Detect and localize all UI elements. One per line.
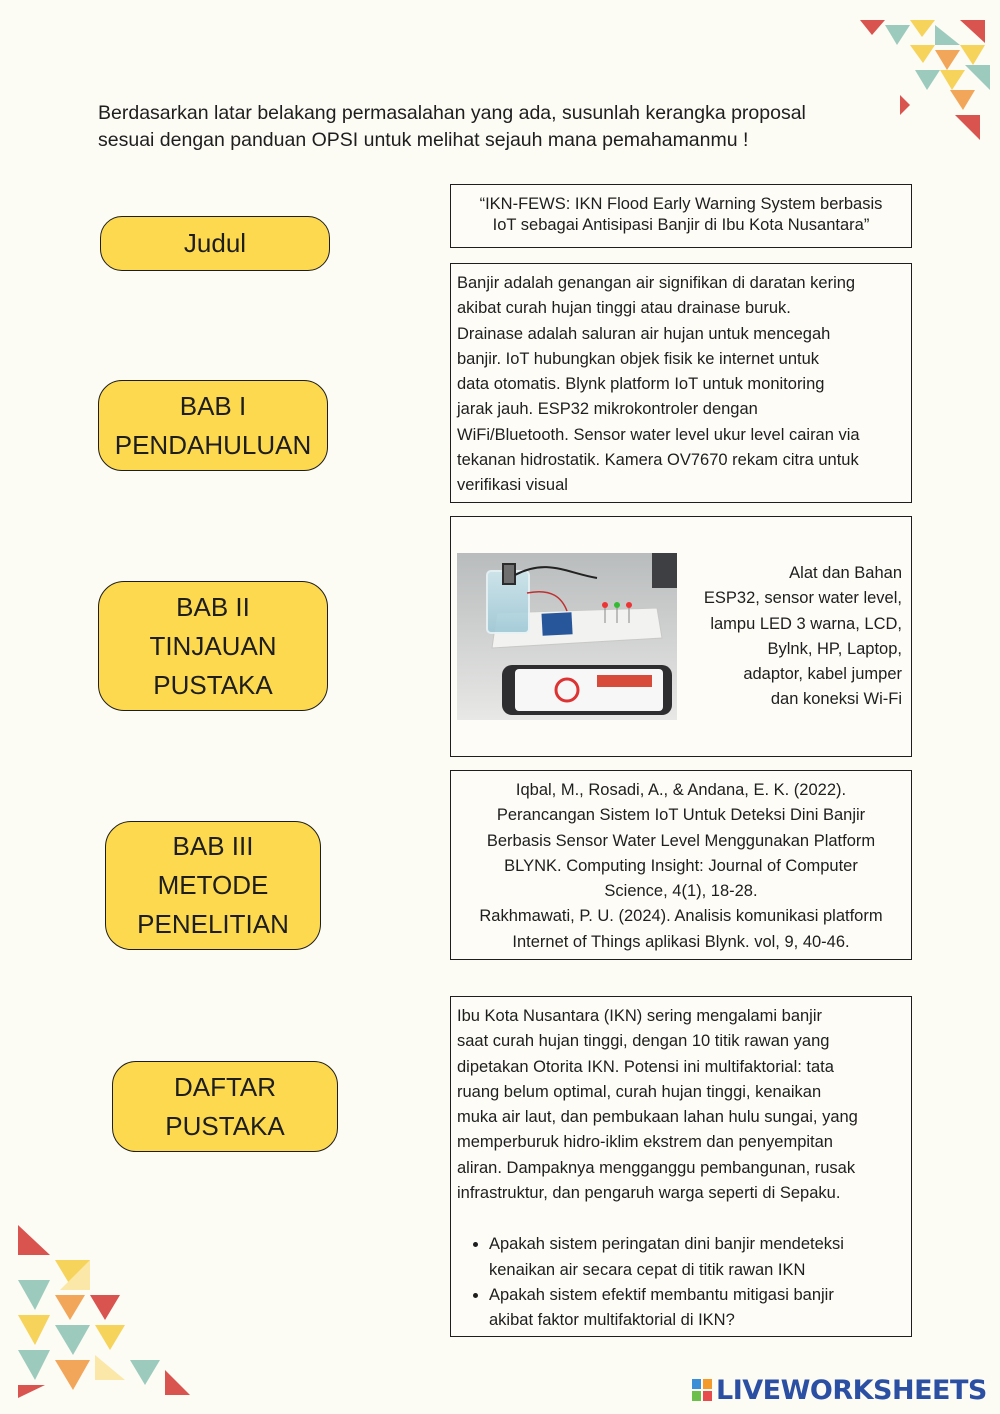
background-line: dipetakan Otorita IKN. Potensi ini multifaktorial: tata [457, 1057, 834, 1076]
question-line: akibat faktor multifaktorial di IKN? [489, 1311, 735, 1330]
question-line: • Apakah sistem peringatan dini banjir mendeteksi [489, 1235, 844, 1254]
tools-heading: Alat dan Bahan [789, 564, 902, 582]
research-questions [457, 1232, 911, 1333]
label-bab2-line-2: TINJAUAN [149, 630, 277, 661]
instruction-line-1: Berdasarkan latar belakang permasalahan yang ada, susunlah kerangka proposal [98, 102, 806, 124]
background-line: Ibu Kota Nusantara (IKN) sering mengalami banjir [457, 1007, 823, 1025]
logo-blocks-icon [692, 1379, 712, 1401]
label-bab1-line-2: PENDAHULUAN [114, 429, 312, 460]
label-bab1 [98, 380, 328, 471]
label-daftar-pustaka [112, 1061, 338, 1152]
instruction-text [98, 100, 898, 154]
tools-text [684, 561, 902, 713]
answer-box-definitions[interactable] [450, 263, 912, 503]
reference-line: BLYNK. Computing Insight: Journal of Computer [504, 856, 858, 875]
title-line-1: “IKN-FEWS: IKN Flood Early Warning System berbasis [479, 195, 883, 213]
label-bab3-line-2: METODE [157, 870, 269, 900]
device-illustration [457, 553, 677, 720]
definition-line: tekanan hidrostatik. Kamera OV7670 rekam citra untuk [457, 451, 859, 470]
definition-line: Drainase adalah saluran air hujan untuk mencegah [457, 324, 831, 343]
label-judul [100, 216, 330, 271]
reference-line: Rakhmawati, P. U. (2024). Analisis komunikasi platform [479, 907, 883, 926]
tools-line: Bylnk, HP, Laptop, [767, 639, 902, 658]
definition-line: Banjir adalah genangan air signifikan di daratan kering [457, 274, 856, 292]
brand-text: LIVEWORKSHEETS [716, 1374, 987, 1406]
background-line: memperburuk hidro-iklim ekstrem dan penyempitan [457, 1133, 833, 1152]
definition-line: akibat curah hujan tinggi atau drainase buruk. [457, 299, 791, 318]
label-judul-text: Judul [183, 228, 247, 258]
label-bab2 [98, 581, 328, 711]
label-bab3-line-1: BAB III [172, 831, 254, 861]
reference-line: Internet of Things aplikasi Blynk. vol, 9, 40-46. [512, 932, 850, 951]
instruction-line-2: sesuai dengan panduan OPSI untuk melihat sejauh mana pemahamanmu ! [98, 129, 749, 151]
reference-line: Perancangan Sistem IoT Untuk Deteksi Dini Banjir [496, 806, 866, 825]
label-bab2-line-1: BAB II [176, 591, 250, 622]
answer-box-references[interactable] [450, 770, 912, 960]
background-line: infrastruktur, dan pengaruh warga seperti di Sepaku. [457, 1184, 841, 1203]
background-line: saat curah hujan tinggi, dengan 10 titik rawan yang [457, 1032, 830, 1051]
tools-line: lampu LED 3 warna, LCD, [710, 614, 902, 633]
background-line: muka air laut, dan pembukaan lahan hulu sungai, yang [457, 1108, 858, 1127]
title-line-2: IoT sebagai Antisipasi Banjir di Ibu Kota Nusantara” [492, 216, 870, 234]
label-bab3 [105, 821, 321, 950]
tools-line: ESP32, sensor water level, [703, 589, 902, 608]
label-bab1-line-1: BAB I [179, 390, 247, 421]
tools-line: adaptor, kabel jumper [743, 665, 902, 684]
reference-line: Science, 4(1), 18-28. [604, 882, 758, 901]
reference-line: Iqbal, M., Rosadi, A., & Andana, E. K. (2022). [515, 781, 847, 799]
answer-box-title[interactable] [450, 184, 912, 248]
question-line: • Apakah sistem efektif membantu mitigasi banjir [489, 1285, 834, 1304]
definition-line: data otomatis. Blynk platform IoT untuk monitoring [457, 375, 825, 394]
label-bab2-line-3: PUSTAKA [153, 669, 273, 700]
reference-line: Berbasis Sensor Water Level Menggunakan Platform [486, 831, 876, 850]
question-line: kenaikan air secara cepat di titik rawan IKN [489, 1260, 806, 1279]
label-daftar-line-2: PUSTAKA [165, 1110, 285, 1141]
background-line: aliran. Dampaknya mengganggu pembangunan, rusak [457, 1158, 856, 1177]
label-bab3-line-3: PENELITIAN [137, 909, 289, 939]
label-daftar-line-1: DAFTAR [173, 1071, 277, 1102]
definition-line: WiFi/Bluetooth. Sensor water level ukur level cairan via [457, 425, 860, 444]
background-line: ruang belum optimal, curah hujan tinggi, kenaikan [457, 1082, 822, 1101]
tools-line: dan koneksi Wi-Fi [770, 690, 902, 709]
decorative-triangles-bottom [15, 1220, 195, 1400]
definition-line: verifikasi visual [457, 476, 568, 495]
definition-line: banjir. IoT hubungkan objek fisik ke internet untuk [457, 349, 820, 368]
definition-line: jarak jauh. ESP32 mikrokontroler dengan [457, 400, 758, 419]
liveworksheets-logo[interactable] [692, 1374, 987, 1406]
question-item [489, 1283, 911, 1334]
question-item [489, 1232, 911, 1283]
device-photo [457, 553, 677, 720]
answer-box-background[interactable] [450, 996, 912, 1337]
